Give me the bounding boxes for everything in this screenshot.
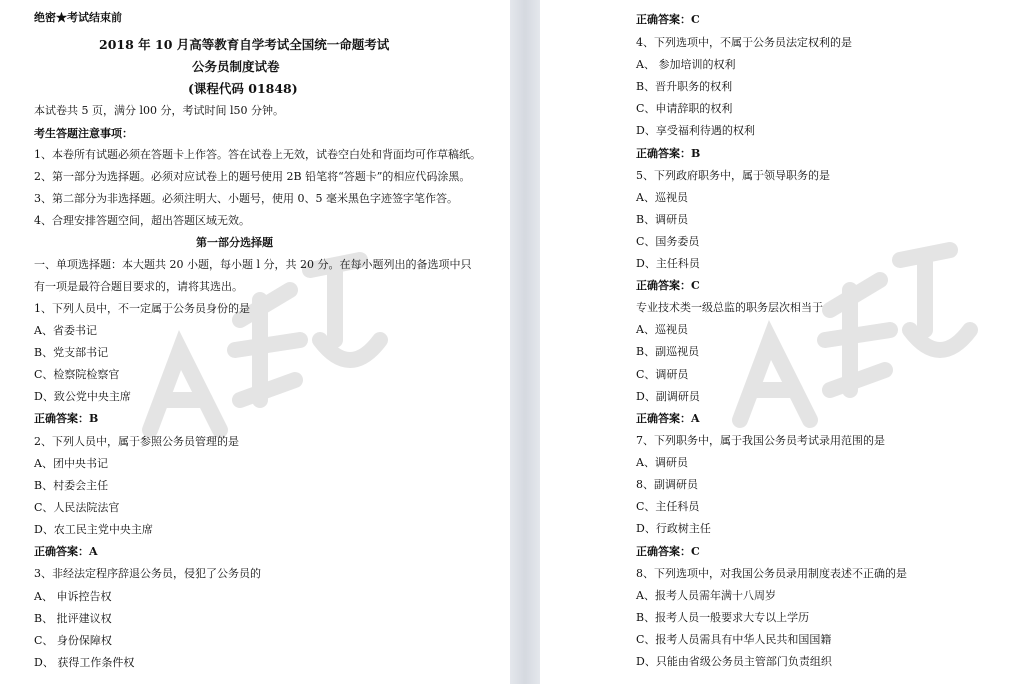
question-5: 5、下列政府职务中，属于领导职务的是 [636,169,830,182]
question-3: 3、非经法定程序辞退公务员，侵犯了公务员的 [34,567,261,580]
answer: 正确答案：B [34,412,99,425]
option: B、党支部书记 [34,346,109,359]
notice-item: 4、合理安排答题空间，超出答题区域无效。 [34,214,250,227]
option: C、报考人员需具有中华人民共和国国籍 [636,633,832,646]
option: C、主任科员 [636,500,700,513]
question-2: 2、下列人员中，属于参照公务员管理的是 [34,435,239,448]
part-one-heading: 第一部分选择题 [196,236,273,249]
option: D、致公党中央主席 [34,390,131,403]
option: D、副调研员 [636,390,700,403]
section-instructions: 有一项是最符合题目要求的，请将其选出。 [34,280,243,293]
option: A、巡视员 [636,323,688,336]
option: A、 申诉控告权 [34,590,112,603]
option: A、团中央书记 [34,457,108,470]
question-4: 4、下列选项中，不属于公务员法定权利的是 [636,36,852,49]
answer: 正确答案：A [636,412,700,425]
question-7: 7、下列职务中，属于我国公务员考试录用范围的是 [636,434,885,447]
option: B、晋升职务的权利 [636,80,733,93]
option: C、调研员 [636,368,689,381]
answer: 正确答案：A [34,545,98,558]
option: C、 身份保障权 [34,634,112,647]
option: D、只能由省级公务员主管部门负责组织 [636,655,832,668]
answer: 正确答案：C [636,13,700,26]
answer: 正确答案：C [636,545,700,558]
answer: 正确答案：B [636,147,701,160]
option: B、报考人员一般要求大专以上学历 [636,611,810,624]
notice-item: 3、第二部分为非选择题。必须注明大、小题号，使用 0、5 毫米黑色字迹签字笔作答。 [34,192,458,205]
answer: 正确答案：C [636,279,700,292]
option: D、享受福利待遇的权利 [636,124,755,137]
option: D、 获得工作条件权 [34,656,135,669]
option: C、检察院检察官 [34,368,120,381]
option: C、国务委员 [636,235,700,248]
course-code: (课程代码 01848) [188,81,298,96]
right-page [540,0,1024,684]
question-6: 专业技术类一级总监的职务层次相当于 [636,301,823,314]
option: A、 参加培训的权利 [636,58,736,71]
notice-item: 2、第一部分为选择题。必须对应试卷上的题号使用 2B 铅笔将“答题卡”的相应代码涂黑。 [34,170,471,183]
option: A、报考人员需年满十八周岁 [636,589,776,602]
page-gutter [510,0,540,684]
option: D、主任科员 [636,257,700,270]
exam-title: 2018 年 10 月高等教育自学考试全国统一命题考试 [99,37,390,52]
notice-item: 1、本卷所有试题必须在答题卡上作答。答在试卷上无效，试卷空白处和背面均可作草稿纸。 [34,148,481,161]
option: D、行政树主任 [636,522,711,535]
option: D、农工民主党中央主席 [34,523,153,536]
section-instructions: 一、单项选择题：本大题共 20 小题，每小题 l 分，共 20 分。在每小题列出的备选项中只 [34,258,472,271]
option: B、副巡视员 [636,345,700,358]
option: B、 批评建议权 [34,612,112,625]
watermark-right [710,220,990,500]
confidential-label: 绝密★考试结束前 [34,11,122,24]
option: A、巡视员 [636,191,688,204]
notice-heading: 考生答题注意事项： [34,127,133,140]
option: B、村委会主任 [34,479,109,492]
option: C、申请辞职的权利 [636,102,733,115]
option: A、调研员 [636,456,688,469]
paper-info: 本试卷共 5 页，满分 l00 分，考试时间 l50 分钟。 [34,104,285,117]
left-page [0,0,510,684]
question-8: 8、下列选项中，对我国公务员录用制度表述不正确的是 [636,567,907,580]
option: C、人民法院法官 [34,501,120,514]
question-1: 1、下列人员中，不一定属于公务员身份的是 [34,302,250,315]
option: B、调研员 [636,213,689,226]
watermark-left [120,230,400,510]
option: A、省委书记 [34,324,97,337]
option: 8、副调研员 [636,478,698,491]
paper-title: 公务员制度试卷 [192,59,280,74]
